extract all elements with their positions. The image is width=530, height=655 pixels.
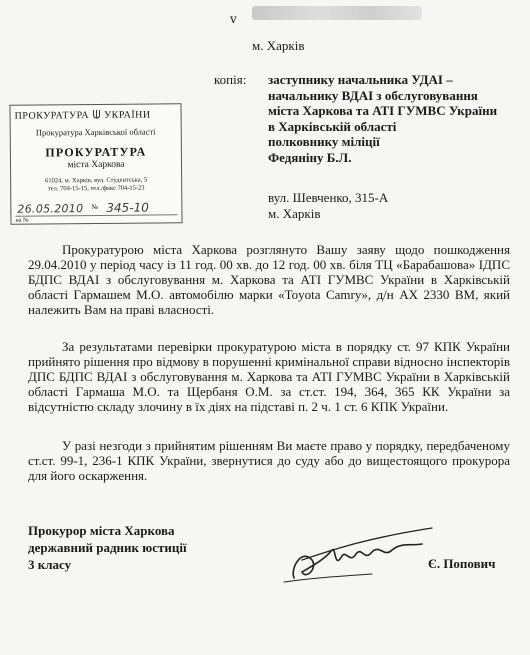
copy-line: міста Харкова та АТІ ГУМВС України [268,103,498,118]
handwritten-signature [272,520,442,590]
redacted-addressee [252,6,422,20]
copy-line: Федяніну Б.Л. [268,149,352,165]
stamp-header-left: ПРОКУРАТУРА [14,110,90,122]
addressee-city: м. Харків [252,38,305,53]
stamp-reference-label: на № [15,217,29,224]
stamp-title: ПРОКУРАТУРА [45,144,147,160]
recipient-city: м. Харків [268,206,321,221]
copy-recipient [268,72,497,165]
body-paragraph-3: У разі незгоди з прийнятим рішенням Ви маєте право у порядку, передбаченому ст.ст. 99-1, 236-1 КПК України, звернутися до суду або до вищестоящого прокурора для його оскарження. [28,438,510,483]
body-paragraph-2: За результатами перевірки прокуратурою міста в порядку ст. 97 КПК України прийнято рішення про відмову в порушенні кримінальної справи відносно інспекторів ДПС БДПС ВДАІ з обслуговування м. Харкова та АТІ ГУМВС України в Харківській області Гармаша М.О. та Щербаня О.М. за ст.ст. 194, 364, 365 КК України за відсутністю складу злочину в їх діях на підставі п. 2 ч. 1 ст. 6 КПК України. [28,339,510,414]
stamp-date: 26.05.2010 [17,202,84,216]
signature-title [28,522,187,573]
stamp-number: 345-10 [106,200,149,215]
stamp-address [11,176,181,193]
trident-icon [92,109,100,119]
signature-line: Прокурор міста Харкова [28,523,175,538]
copy-label: копія: [214,72,247,87]
check-mark-icon: ⅴ [230,12,237,26]
copy-line: полковнику міліції [268,134,380,149]
stamp-address-line: 61024, м. Харків, вул. Студентська, 5 [45,176,148,185]
stamp-header [15,109,151,122]
signer-name: Є. Попович [428,556,496,571]
body-paragraph-1: Прокуратурою міста Харкова розглянуто Вашу заяву щодо пошкодження 29.04.2010 у період часу із 11 год. 00 хв. до 12 год. 00 хв. біля ТЦ «Барабашова» ІДПС БДПС ВДАІ з обслуговування м. Харкова та АТІ ГУМВС України в Харківській області Гармашем М.О. автомобілю марки «Toyota Camry», д/н АХ 2330 ВМ, який належить Вам на праві власності. [28,242,510,317]
copy-line: в Харківській області [268,118,397,134]
copy-line: заступнику начальника УДАІ – [268,72,453,87]
signature-line: 3 класу [28,557,72,572]
stamp-number-label: № [91,202,99,212]
prosecutor-stamp [9,103,182,224]
stamp-header-right: УКРАЇНИ [104,109,151,121]
recipient-street: вул. Шевченко, 315-А [268,190,389,205]
stamp-address-line: тел. 704-15-15, тел./факс 704-15-23 [47,184,145,193]
stamp-subtitle: Прокуратура Харківської області [35,126,156,138]
copy-line: начальнику ВДАІ з обслуговування [268,87,478,103]
signature-line: державний радник юстиції [28,540,187,555]
stamp-city: міста Харкова [67,159,125,171]
